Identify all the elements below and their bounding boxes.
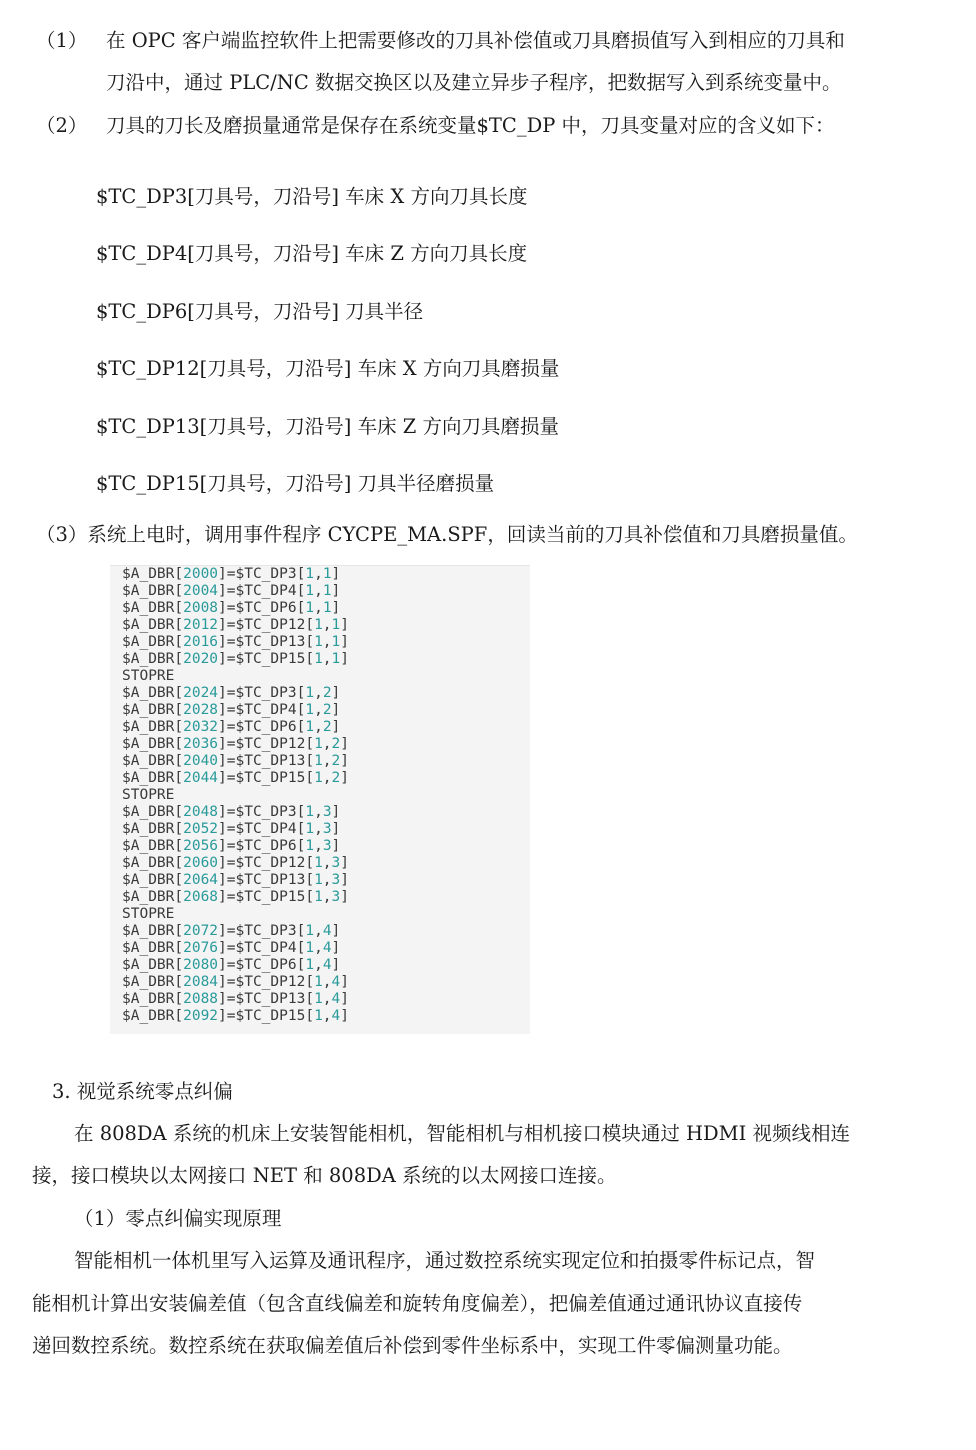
code-line: $A_DBR[2032]=$TC_DP6[1,2] [122, 719, 341, 735]
code-line: $A_DBR[2084]=$TC_DP12[1,4] [122, 974, 349, 990]
code-line: $A_DBR[2048]=$TC_DP3[1,3] [122, 804, 341, 820]
code-line: $A_DBR[2016]=$TC_DP13[1,1] [122, 634, 349, 650]
code-line: $A_DBR[2008]=$TC_DP6[1,1] [122, 600, 341, 616]
code-line: $A_DBR[2064]=$TC_DP13[1,3] [122, 872, 349, 888]
code-line: $A_DBR[2076]=$TC_DP4[1,4] [122, 940, 341, 956]
code-line: $A_DBR[2028]=$TC_DP4[1,2] [122, 702, 341, 718]
code-line: $A_DBR[2052]=$TC_DP4[1,3] [122, 821, 341, 837]
code-line: $A_DBR[2060]=$TC_DP12[1,3] [122, 855, 349, 871]
code-line: $A_DBR[2004]=$TC_DP4[1,1] [122, 583, 341, 599]
code-line: $A_DBR[2068]=$TC_DP15[1,3] [122, 889, 349, 905]
code-line: $A_DBR[2072]=$TC_DP3[1,4] [122, 923, 341, 939]
para1-line2: 刀沿中，通过 PLC/NC 数据交换区以及建立异步子程序，把数据写入到系统变量中。 [106, 71, 842, 94]
para2-line1: 刀具的刀长及磨损量通常是保存在系统变量$TC_DP 中，刀具变量对应的含义如下： [106, 114, 835, 137]
section3-para2-line3: 递回数控系统。数控系统在获取偏差值后补偿到零件坐标系中，实现工件零偏测量功能。 [32, 1334, 793, 1357]
section3-para1-line2: 接，接口模块以太网接口 NET 和 808DA 系统的以太网接口连接。 [32, 1164, 617, 1187]
code-line: $A_DBR[2044]=$TC_DP15[1,2] [122, 770, 349, 786]
variable-dp3: $TC_DP3[刀具号，刀沿号] 车床 X 方向刀具长度 [96, 185, 528, 208]
section3-heading: 3. 视觉系统零点纠偏 [52, 1080, 233, 1103]
section3-para1-line1: 在 808DA 系统的机床上安装智能相机，智能相机与相机接口模块通过 HDMI 视频线相连 [74, 1122, 851, 1145]
variable-dp15: $TC_DP15[刀具号，刀沿号] 刀具半径磨损量 [96, 472, 495, 495]
code-line: $A_DBR[2080]=$TC_DP6[1,4] [122, 957, 341, 973]
variable-dp4: $TC_DP4[刀具号，刀沿号] 车床 Z 方向刀具长度 [96, 242, 528, 265]
code-line: $A_DBR[2040]=$TC_DP13[1,2] [122, 753, 349, 769]
code-line: $A_DBR[2056]=$TC_DP6[1,3] [122, 838, 341, 854]
section3-para2-line1: 智能相机一体机里写入运算及通讯程序，通过数控系统实现定位和拍摄零件标记点，智 [74, 1249, 816, 1272]
para1-line1: 在 OPC 客户端监控软件上把需要修改的刀具补偿值或刀具磨损值写入到相应的刀具和 [106, 29, 845, 52]
code-line-stopre: STOPRE [122, 906, 175, 922]
code-line: $A_DBR[2020]=$TC_DP15[1,1] [122, 651, 349, 667]
section3-subheading: （1）零点纠偏实现原理 [74, 1207, 282, 1230]
code-line: $A_DBR[2088]=$TC_DP13[1,4] [122, 991, 349, 1007]
code-line: $A_DBR[2092]=$TC_DP15[1,4] [122, 1008, 349, 1024]
para1-number: （1） [36, 29, 88, 52]
code-line-stopre: STOPRE [122, 787, 175, 803]
code-line: $A_DBR[2024]=$TC_DP3[1,2] [122, 685, 341, 701]
code-listing [122, 566, 349, 1025]
variable-dp6: $TC_DP6[刀具号，刀沿号] 刀具半径 [96, 300, 424, 323]
section3-para2-line2: 能相机计算出安装偏差值（包含直线偏差和旋转角度偏差），把偏差值通过通讯协议直接传 [32, 1292, 803, 1315]
para3-line: （3）系统上电时，调用事件程序 CYCPE_MA.SPF，回读当前的刀具补偿值和刀具磨损量值。 [36, 523, 858, 546]
para2-number: （2） [36, 114, 88, 137]
code-line-stopre: STOPRE [122, 668, 175, 684]
code-line: $A_DBR[2012]=$TC_DP12[1,1] [122, 617, 349, 633]
code-line: $A_DBR[2000]=$TC_DP3[1,1] [122, 566, 341, 582]
variable-dp12: $TC_DP12[刀具号，刀沿号] 车床 X 方向刀具磨损量 [96, 357, 560, 380]
code-line: $A_DBR[2036]=$TC_DP12[1,2] [122, 736, 349, 752]
variable-dp13: $TC_DP13[刀具号，刀沿号] 车床 Z 方向刀具磨损量 [96, 415, 560, 438]
